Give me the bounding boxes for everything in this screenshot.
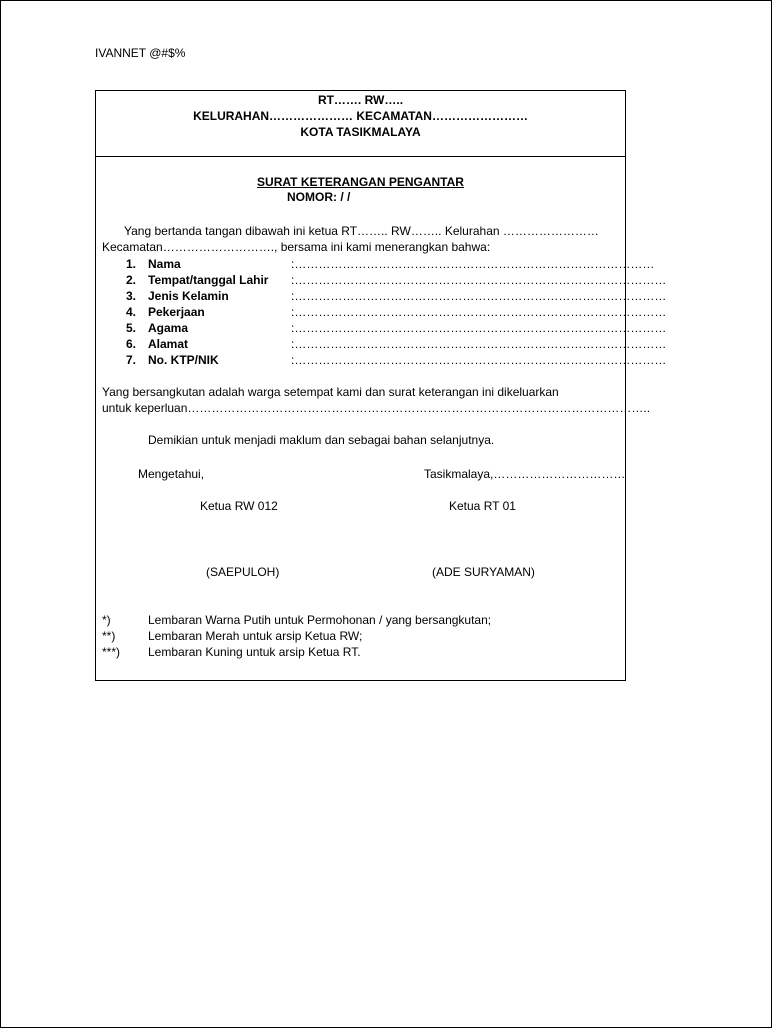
field-number: 5. — [125, 321, 136, 335]
header-kelurahan-kecamatan: KELURAHAN………………… KECAMATAN…………………… — [193, 109, 528, 123]
letter-number: NOMOR: / / — [287, 190, 351, 204]
note-mark: ***) — [102, 645, 121, 659]
letter-title: SURAT KETERANGAN PENGANTAR — [257, 175, 464, 189]
note-mark: **) — [102, 629, 116, 643]
note-text: Lembaran Warna Putih untuk Permohonan / yang bersangkutan; — [148, 613, 492, 627]
letter-form — [95, 90, 667, 681]
signature-place-date: Tasikmalaya,…………………………… — [424, 467, 626, 481]
field-label-no-ktp-nik: No. KTP/NIK — [148, 353, 219, 367]
signature-acknowledged: Mengetahui, — [138, 467, 205, 481]
signature-title-rw: Ketua RW 012 — [200, 499, 278, 513]
field-label-nama: Nama — [148, 257, 181, 271]
signature-title-rt: Ketua RT 01 — [449, 499, 516, 513]
field-number: 3. — [125, 289, 136, 303]
statement-line-2: untuk keperluan…………………………………………………………………………………………………….. — [102, 401, 651, 415]
field-label-tempat-tanggal-lahir: Tempat/tanggal Lahir — [148, 273, 269, 287]
field-label-agama: Agama — [148, 321, 189, 335]
field-blank-agama: :………………………………………………………………………………… — [291, 321, 667, 335]
statement-line-1: Yang bersangkutan adalah warga setempat kami dan surat keterangan ini dikeluarkan — [102, 385, 559, 399]
note-text: Lembaran Kuning untuk arsip Ketua RT. — [148, 645, 361, 659]
field-blank-alamat: :………………………………………………………………………………… — [291, 337, 667, 351]
document-id: IVANNET @#$% — [95, 46, 186, 60]
field-number: 1. — [125, 257, 136, 271]
header-rt-rw: RT……. RW….. — [317, 93, 404, 107]
note-mark: *) — [102, 613, 111, 627]
signature-name-rw: (SAEPULOH) — [206, 565, 280, 579]
field-blank-pekerjaan: :………………………………………………………………………………… — [291, 305, 667, 319]
note-text: Lembaran Merah untuk arsip Ketua RW; — [148, 629, 363, 643]
field-label-alamat: Alamat — [148, 337, 189, 351]
intro-line-2: Kecamatan………………………., bersama ini kami menerangkan bahwa: — [102, 240, 491, 254]
field-label-jenis-kelamin: Jenis Kelamin — [148, 289, 229, 303]
field-number: 4. — [125, 305, 136, 319]
signature-name-rt: (ADE SURYAMAN) — [432, 565, 535, 579]
field-blank-jenis-kelamin: :………………………………………………………………………………… — [291, 289, 667, 303]
closing-statement: Demikian untuk menjadi maklum dan sebagai bahan selanjutnya. — [148, 433, 495, 447]
field-blank-no-ktp-nik: :………………………………………………………………………………… — [291, 353, 667, 367]
header-city: KOTA TASIKMALAYA — [300, 125, 421, 139]
field-number: 7. — [125, 353, 136, 367]
intro-line-1: Yang bertanda tangan dibawah ini ketua RT…….. RW…….. Kelurahan …………………… — [124, 224, 599, 238]
field-blank-nama: :……………………………………………………………………………… — [291, 257, 655, 271]
field-blank-tempat-tanggal-lahir: :………………………………………………………………………………… — [291, 273, 667, 287]
field-number: 6. — [125, 337, 136, 351]
field-label-pekerjaan: Pekerjaan — [148, 305, 205, 319]
letter-header — [96, 91, 625, 157]
field-number: 2. — [125, 273, 136, 287]
